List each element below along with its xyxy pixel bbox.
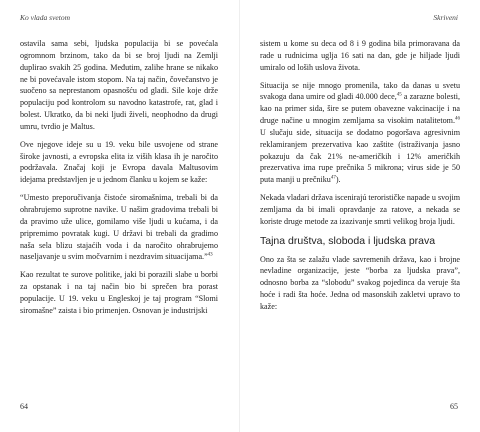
paragraph-maltus-ideas: Ove njegove ideje su u 19. veku bile usvojene od strane široke javnosti, a evropska elita iz viših klasa ih je naročito podržavala. Značaj koji je Evropa davala Maltusovim idejama predstavljen je u jednom članku u kojem se kaže: [20,139,218,185]
running-header-right: Skriveni [433,13,458,22]
text-span: Situacija se nije mnogo promenila, tako da danas u svetu svakoga dana umire od gladi 40.000 dece, [260,80,460,102]
footnote-ref-45: 45 [396,92,402,98]
block-quote [20,192,218,263]
footnote-ref-47: 47 [330,175,336,181]
paragraph-terror-attacks: Nekada vladari država iscenirajú terorističke napade u svojim zemljama da bi imali opravdanje za ratove, a nekada se koriste druge metode za izazivanje smrti velikog broja ljudi. [260,193,460,226]
running-header-left: Ko vlada svetom [20,13,70,22]
footnote-ref-43: 43 [207,252,213,258]
paragraph-policy-result: Kao rezultat te surove politike, jaki bi porazili slabe u borbi za opstanak i na taj način bio bi sprečen bra porast populacije. U 19. veku u Engleskoj je taj program “Slomi siromašne” zaista i bio primenjen. Osnovan je industrijski [20,270,218,315]
page-number-left: 64 [20,402,28,411]
page-number-right: 65 [450,402,458,411]
paragraph-continuation: sistem u kome su deca od 8 i 9 godina bila primoravana da rade u rudnicima uglja 16 sati na dan, gde je hiljade ljudi umiralo od loših uslova života. [260,39,460,72]
section-heading: Tajna društva, sloboda i ljudska prava [260,234,436,247]
paragraph-human-rights: Ono za šta se zalažu vlade savremenih država, kao i brojne nevladine organizacije, jeste “borba za ljudska prava”, odnosno borba za “slobodu” svakog pojedinca da veruje šta hoće i radi šta hoće. Jedna od masonskih zakletvi upravo to kaže: [260,254,460,311]
paragraph-continuation: ostavila sama sebi, ljudska populacija bi se povećala ogromnom brzinom, tako da bi se broj ljudi na Zemlji duplirao svakih 25 godina. Međutim, zalihe hrane se nikako ne bi povećavale istom stopom. Na taj način, čovečanstvo je suočeno sa neprestanom opasnošću od gladi. Sile koje drže populaciju pod kontrolom su navodno katastrofe, rat, glad i bolest. Ukratko, da bi neki ljudi živeli, neophodno da drugi umru, tvrdio je Maltus. [20,39,218,131]
right-page [240,0,480,432]
footnote-ref-46: 46 [455,116,460,122]
paragraph-situation [260,80,460,187]
text-span: U slučaju side, situacija se dodatno pogoršava agresivnim reklamiranjem prezervativa kao zaštite (istraživanja jasno pokazuju da čak 21% ne-američkih i 12% američkih prezervativa ima rupe prečnika 5 mikrona; virus side je 50 puta manji u prečniku [260,127,460,185]
text-span: a zarazne bolesti, kao na primer sida, šire se putem obavezne vakcinacije i na druge načine u mnogim zemljama sa visokim natalitetom. [260,92,460,126]
right-page-body [260,38,460,319]
left-page-body [20,38,218,323]
text-span: ). [335,175,341,185]
quote-text: “Umesto preporučivanja čistoće siromašnima, trebali bi da ohrabrujemo suprotne navike. U našim gradovima trebali bi da pravimo uže ulice, gomilamo više ljudi u kućama, i da pripremimo povratak kugi. U državi bi trebali da gradimo naša sela blizu stajaćih voda i da naročito ohrabrujemo naseljavanje u svim močvarnim i nezdravim situacijama.” [20,193,218,262]
